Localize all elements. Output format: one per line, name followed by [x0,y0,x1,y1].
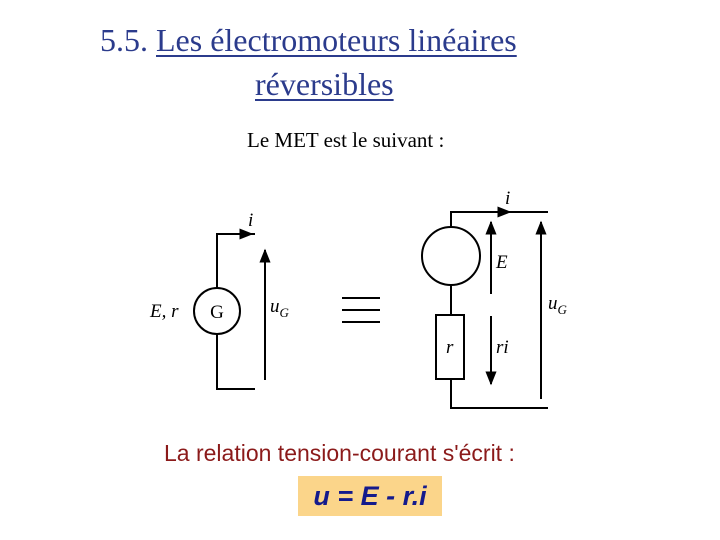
right-current-label: i [505,188,511,209]
right-bottom-wire [451,379,548,408]
right-top-wire [451,212,548,227]
resistor-voltage-label: ri [496,337,509,358]
formula-box [298,476,442,516]
right-circuit [422,212,548,408]
emf-label: E [496,252,508,273]
title-text-1: Les électromoteurs linéaires [156,22,517,58]
emf-source-symbol [422,227,480,285]
right-voltage-label: $u_G$ [548,293,567,317]
intro-text: Le MET est le suivant : [247,128,445,152]
left-voltage-label: $u_G$ [270,296,289,320]
relation-text: La relation tension-courant s'écrit : [164,440,515,466]
left-top-wire [217,234,255,288]
left-current-label: i [248,210,254,231]
title-text-2: réversibles [255,66,394,102]
generator-label: G [210,302,224,323]
section-number: 5.5. [100,22,148,58]
source-params-label: E, r [150,301,179,322]
left-bottom-wire [217,334,255,389]
equivalence-symbol: ≡ [361,316,362,317]
left-circuit [194,234,265,389]
resistor-label: r [446,337,454,358]
formula-text: u = E - r.i [313,481,427,511]
equivalence-icon [342,298,380,322]
